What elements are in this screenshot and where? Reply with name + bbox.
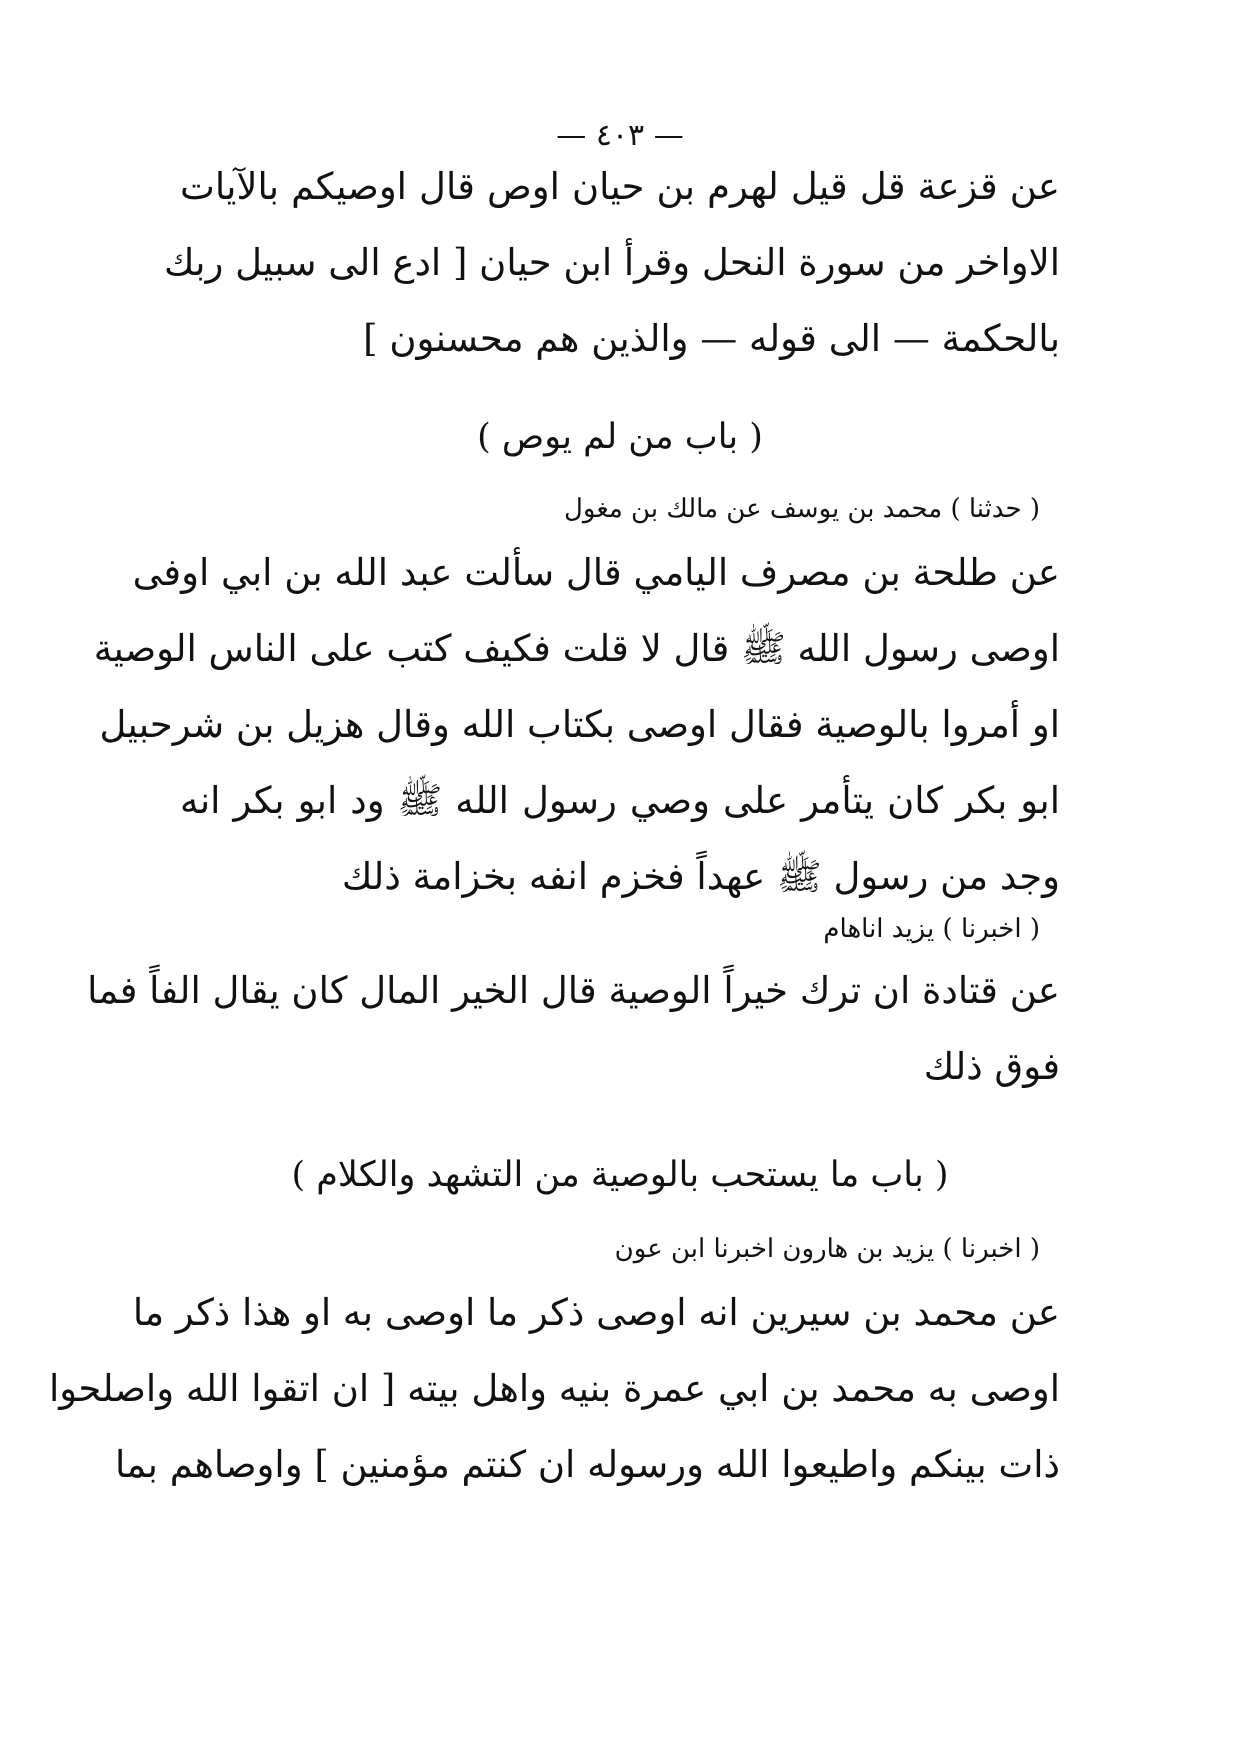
text-line: الاواخر من سورة النحل وقرأ ابن حيان [ ادع الى سبيل ربك [163, 241, 1060, 284]
text-line: ابو بكر كان يتأمر على وصي رسول الله ﷺ ود ابو بكر انه [180, 779, 1060, 822]
text-line: عن قتادة ان ترك خيراً الوصية قال الخير المال كان يقال الفاً فما [87, 969, 1060, 1012]
isnad-line: ( اخبرنا ) يزيد بن هارون اخبرنا ابن عون [614, 1234, 1040, 1264]
text-line: عن محمد بن سيرين انه اوصى ذكر ما اوصى به او هذا ذكر ما [132, 1291, 1060, 1334]
text-line: او أمروا بالوصية فقال اوصى بكتاب الله وقال هزيل بن شرحبيل [99, 703, 1060, 746]
isnad-line: ( اخبرنا ) يزيد اناهام [823, 914, 1040, 944]
isnad-line: ( حدثنا ) محمد بن يوسف عن مالك بن مغول [564, 494, 1040, 524]
text-line: وجد من رسول ﷺ عهداً فخزم انفه بخزامة ذلك [341, 855, 1060, 898]
text-line: فوق ذلك [923, 1045, 1060, 1088]
text-line: عن قزعة قل قيل لهرم بن حيان اوص قال اوصيكم بالآيات [180, 165, 1060, 208]
chapter-heading: ( باب ما يستحب بالوصية من التشهد والكلام ) [291, 1155, 949, 1195]
text-line: اوصى به محمد بن ابي عمرة بنيه واهل بيته [ ان اتقوا الله واصلحوا [48, 1367, 1060, 1410]
text-line: اوصى رسول الله ﷺ قال لا قلت فكيف كتب على الناس الوصية [93, 627, 1060, 670]
text-line: ذات بينكم واطيعوا الله ورسوله ان كنتم مؤمنين ] واوصاهم بما [115, 1443, 1060, 1486]
text-line: بالحكمة — الى قوله — والذين هم محسنون ] [363, 317, 1060, 360]
text-line: عن طلحة بن مصرف اليامي قال سألت عبد الله بن ابي اوفى [132, 551, 1060, 594]
page-number: — ٤٠٣ — [556, 118, 684, 153]
chapter-heading: ( باب من لم يوص ) [477, 417, 763, 457]
